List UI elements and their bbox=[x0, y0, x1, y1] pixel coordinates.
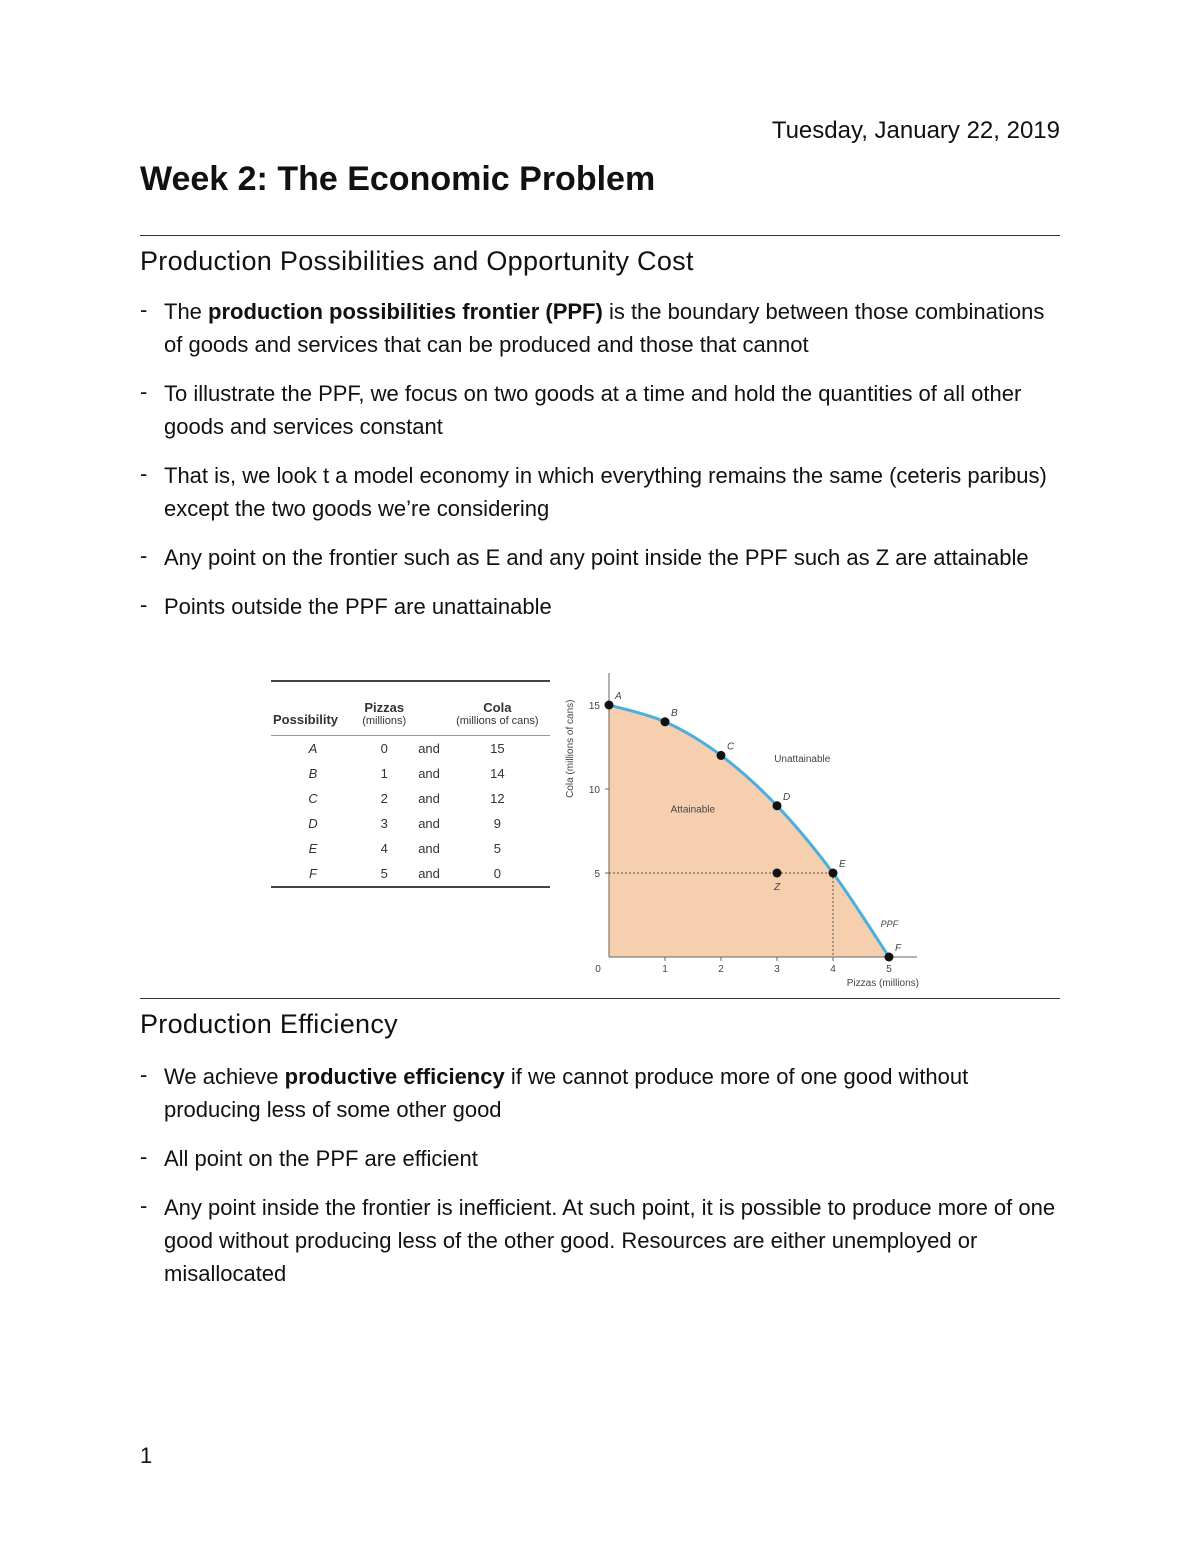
unattainable-label: Unattainable bbox=[774, 754, 831, 766]
col-header-possibility: Possibility bbox=[271, 681, 355, 736]
table-row: A 0 and 15 bbox=[308, 741, 505, 756]
table-row: F 5 and 0 bbox=[309, 866, 501, 881]
y-tick-label: 10 bbox=[588, 785, 600, 796]
efficiency-bullet-list bbox=[140, 1060, 1060, 1306]
x-axis-title: Pizzas (millions) bbox=[846, 978, 919, 989]
x-tick-label: 1 bbox=[662, 964, 668, 975]
term-productive-efficiency: productive efficiency bbox=[284, 1064, 505, 1089]
x-tick-label: 5 bbox=[886, 964, 892, 975]
possibilities-table bbox=[271, 680, 550, 888]
table-row: D 3 and 9 bbox=[308, 816, 501, 831]
point-d bbox=[773, 801, 782, 810]
y-tick-label: 5 bbox=[594, 869, 600, 880]
col-header-spacer bbox=[413, 681, 444, 736]
page-title: Week 2: The Economic Problem bbox=[140, 160, 656, 198]
point-label: C bbox=[727, 741, 735, 753]
point-e bbox=[829, 869, 838, 878]
list-item: - Any point inside the frontier is inefficient. At such point, it is possible to produce more of one good without producing less of the other good. Resources are either unemployed or misallocated bbox=[140, 1191, 1060, 1290]
section-heading-efficiency: Production Efficiency bbox=[140, 1009, 398, 1039]
point-f bbox=[885, 953, 894, 962]
x-tick-label: 2 bbox=[718, 964, 724, 975]
section-divider bbox=[140, 235, 1060, 236]
point-b bbox=[661, 717, 670, 726]
point-z bbox=[773, 869, 782, 878]
x-tick-label: 4 bbox=[830, 964, 836, 975]
section-divider bbox=[140, 998, 1060, 999]
attainable-label: Attainable bbox=[670, 804, 716, 816]
point-a bbox=[605, 701, 614, 710]
y-axis-title: Cola (millions of cans) bbox=[565, 699, 576, 798]
ppf-bullet-list bbox=[140, 295, 1060, 639]
point-c bbox=[717, 751, 726, 760]
term-ppf: production possibilities frontier (PPF) bbox=[208, 299, 603, 324]
ppf-chart bbox=[560, 668, 940, 993]
y-tick-label: 15 bbox=[588, 701, 600, 712]
attainable-region bbox=[609, 705, 889, 957]
section-heading-ppf: Production Possibilities and Opportunity Cost bbox=[140, 246, 694, 276]
list-item: - To illustrate the PPF, we focus on two goods at a time and hold the quantities of all other goods and services constant bbox=[140, 377, 1060, 443]
ppf-curve-label: PPF bbox=[880, 918, 899, 929]
point-label: F bbox=[895, 943, 902, 954]
point-label: Z bbox=[774, 882, 781, 893]
table-row: E 4 and 5 bbox=[308, 841, 501, 856]
list-item: - We achieve productive efficiency if we cannot produce more of one good without producing less of some other good bbox=[140, 1060, 1060, 1126]
x-tick-label: 0 bbox=[595, 964, 601, 975]
col-header-pizzas: Pizzas (millions) bbox=[355, 681, 413, 736]
point-label: A bbox=[615, 691, 622, 702]
point-label: B bbox=[671, 707, 678, 719]
list-item: - Points outside the PPF are unattainable bbox=[140, 590, 1060, 623]
table-row: C 2 and 12 bbox=[308, 791, 505, 806]
list-item: - The production possibilities frontier (PPF) is the boundary between those combinations of goods and services that can be produced and those that cannot bbox=[140, 295, 1060, 361]
page-number: 1 bbox=[140, 1443, 153, 1468]
table-row: B 1 and 14 bbox=[308, 766, 505, 781]
list-item: - Any point on the frontier such as E and any point inside the PPF such as Z are attainable bbox=[140, 541, 1060, 574]
list-item: - All point on the PPF are efficient bbox=[140, 1142, 1060, 1175]
x-tick-label: 3 bbox=[774, 964, 780, 975]
list-item: - That is, we look t a model economy in which everything remains the same (ceteris paribus) except the two goods we’re considering bbox=[140, 459, 1060, 525]
col-header-cola: Cola (millions of cans) bbox=[445, 681, 550, 736]
point-label: D bbox=[783, 791, 791, 803]
point-label: E bbox=[839, 859, 846, 870]
document-date: Tuesday, January 22, 2019 bbox=[771, 117, 1060, 144]
